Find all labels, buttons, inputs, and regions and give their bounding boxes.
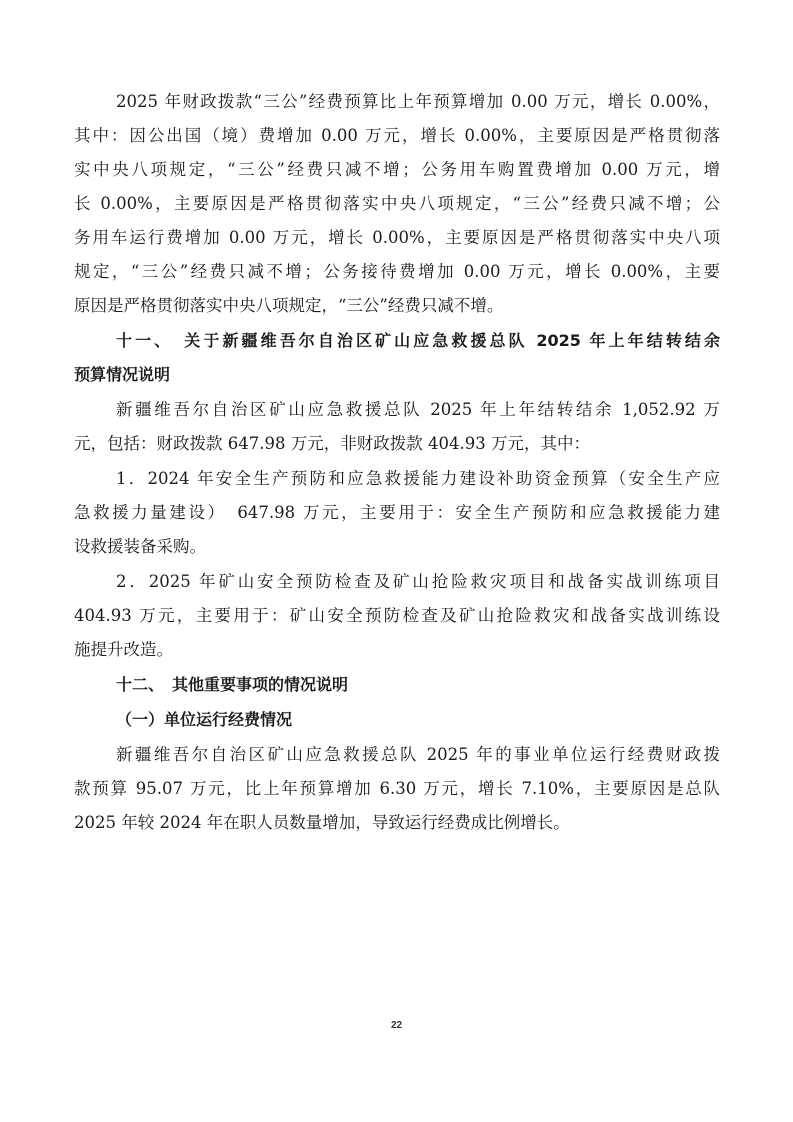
paragraph-line: 款预算 95.07 万元，比上年预算增加 6.30 万元，增长 7.10%，主要原因是总队	[74, 779, 720, 798]
list-item: 1．2024 年安全生产预防和应急救援能力建设补助资金预算（安全生产应	[116, 469, 720, 488]
list-item: 急救援力量建设） 647.98 万元，主要用于：安全生产预防和应急救援能力建	[74, 503, 720, 522]
paragraph-line: 务用车运行费增加 0.00 万元，增长 0.00%，主要原因是严格贯彻落实中央八项	[74, 228, 720, 247]
paragraph-line: 新疆维吾尔自治区矿山应急救援总队 2025 年的事业单位运行经费财政拨	[116, 745, 720, 764]
page-number: 22	[390, 1020, 403, 1031]
paragraph-line: 规定，“三公”经费只减不增；公务接待费增加 0.00 万元，增长 0.00%，主要	[74, 262, 720, 281]
paragraph-line: 新疆维吾尔自治区矿山应急救援总队 2025 年上年结转结余 1,052.92 万	[116, 400, 720, 419]
section-heading: 十二、 其他重要事项的情况说明	[116, 675, 349, 694]
paragraph-line: 实中央八项规定，“三公”经费只减不增；公务用车购置费增加 0.00 万元，增	[74, 160, 720, 179]
list-item: 设救援装备采购。	[74, 537, 206, 556]
paragraph-line: 元，包括：财政拨款 647.98 万元，非财政拨款 404.93 万元，其中：	[74, 434, 590, 453]
section-heading: 十一、 关于新疆维吾尔自治区矿山应急救援总队 2025 年上年结转结余	[116, 331, 720, 350]
paragraph-line: 长 0.00%，主要原因是严格贯彻落实中央八项规定，“三公”经费只减不增；公	[74, 194, 720, 213]
list-item: 404.93 万元，主要用于：矿山安全预防检查及矿山抢险救灾和战备实战训练设	[74, 606, 720, 625]
paragraph-line: 其中：因公出国（境）费增加 0.00 万元，增长 0.00%，主要原因是严格贯彻落	[74, 126, 720, 145]
subsection-heading: （一）单位运行经费情况	[116, 710, 293, 729]
paragraph-line: 原因是严格贯彻落实中央八项规定，“三公”经费只减不增。	[74, 296, 504, 315]
list-item: 2．2025 年矿山安全预防检查及矿山抢险救灾项目和战备实战训练项目	[116, 572, 720, 591]
paragraph-line: 2025 年财政拨款“三公”经费预算比上年预算增加 0.00 万元，增长 0.00%，	[116, 92, 720, 111]
section-heading: 预算情况说明	[74, 365, 171, 384]
paragraph-line: 2025 年较 2024 年在职人员数量增加，导致运行经费成比例增长。	[74, 813, 570, 832]
list-item: 施提升改造。	[74, 640, 173, 659]
